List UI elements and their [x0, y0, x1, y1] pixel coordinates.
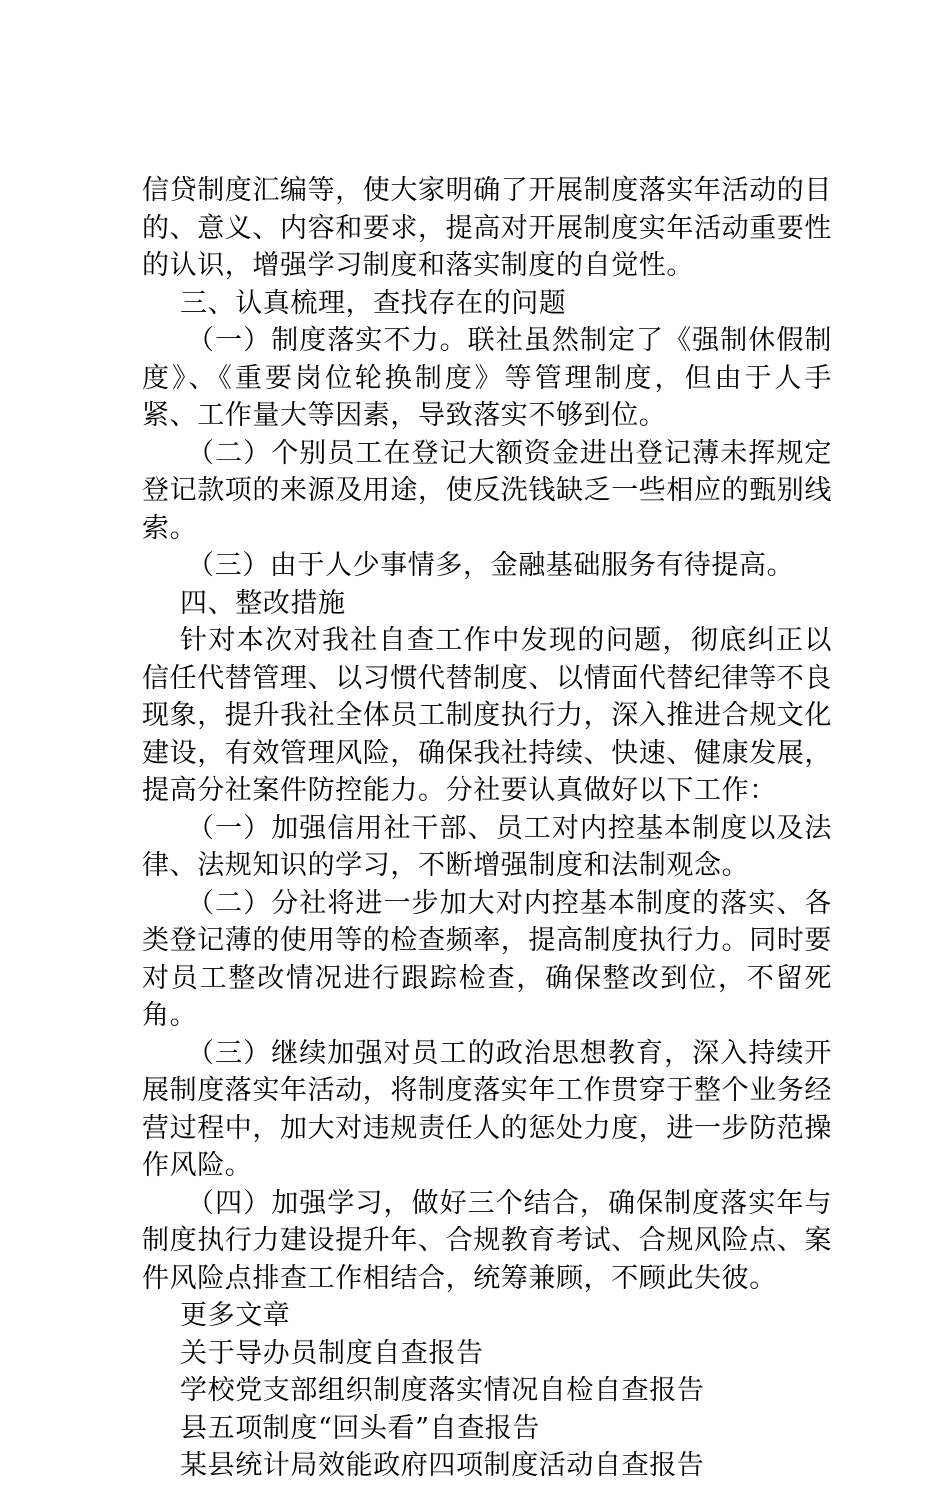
article-link[interactable]: 某县统计局效能政府四项制度活动自查报告 — [180, 1450, 705, 1481]
article-link[interactable]: 关于导办员制度自查报告 — [180, 1337, 484, 1369]
article-link[interactable]: 学校党支部组织制度落实情况自检自查报告 — [180, 1375, 705, 1406]
article-link[interactable]: 县五项制度“回头看”自查报告 — [180, 1412, 541, 1444]
measure-item-4: （四）加强学习，做好三个结合，确保制度落实年与制度执行力建设提升年、合规教育考试、合规风险点、案件风险点排查工作相结合，统筹兼顾，不顾此失彼。 — [142, 1187, 832, 1294]
problem-item-2: （二）个别员工在登记大额资金进出登记薄未挥规定登记款项的来源及用途，使反洗钱缺乏一些相应的甄别线索。 — [142, 437, 832, 544]
problem-item-3: （三）由于人少事情多，金融基础服务有待提高。 — [187, 550, 795, 581]
measures-intro: 针对本次对我社自查工作中发现的问题，彻底纠正以信任代替管理、以习惯代替制度、以情面代替纪律等不良现象，提升我社全体员工制度执行力，深入推进合规文化建设，有效管理风险，确保我社持续、快速、健康发展，提高分社案件防控能力。分社要认真做好以下工作： — [142, 625, 832, 806]
more-articles-heading: 更多文章 — [180, 1300, 291, 1331]
measure-item-1: （一）加强信用社干部、员工对内控基本制度以及法律、法规知识的学习，不断增强制度和法制观念。 — [142, 812, 832, 881]
measure-item-3: （三）继续加强对员工的政治思想教育，深入持续开展制度落实年活动，将制度落实年工作贯穿于整个业务经营过程中，加大对违规责任人的惩处力度，进一步防范操作风险。 — [142, 1037, 832, 1181]
problem-item-1: （一）制度落实不力。联社虽然制定了《强制休假制度》、《重要岗位轮换制度》等管理制度，但由于人手紧、工作量大等因素，导致落实不够到位。 — [142, 325, 832, 431]
paragraph-intro-continuation: 信贷制度汇编等，使大家明确了开展制度落实年活动的目的、意义、内容和要求，提高对开展制度实年活动重要性的认识，增强学习制度和落实制度的自觉性。 — [142, 175, 832, 281]
document-page — [142, 172, 832, 1485]
more-articles-section — [142, 1297, 832, 1485]
measure-item-2: （二）分社将进一步加大对内控基本制度的落实、各类登记薄的使用等的检查频率，提高制度执行力。同时要对员工整改情况进行跟踪检查，确保整改到位，不留死角。 — [142, 887, 832, 1031]
section-heading-measures: 四、整改措施 — [180, 587, 346, 619]
section-heading-problems: 三、认真梳理，查找存在的问题 — [180, 287, 567, 319]
